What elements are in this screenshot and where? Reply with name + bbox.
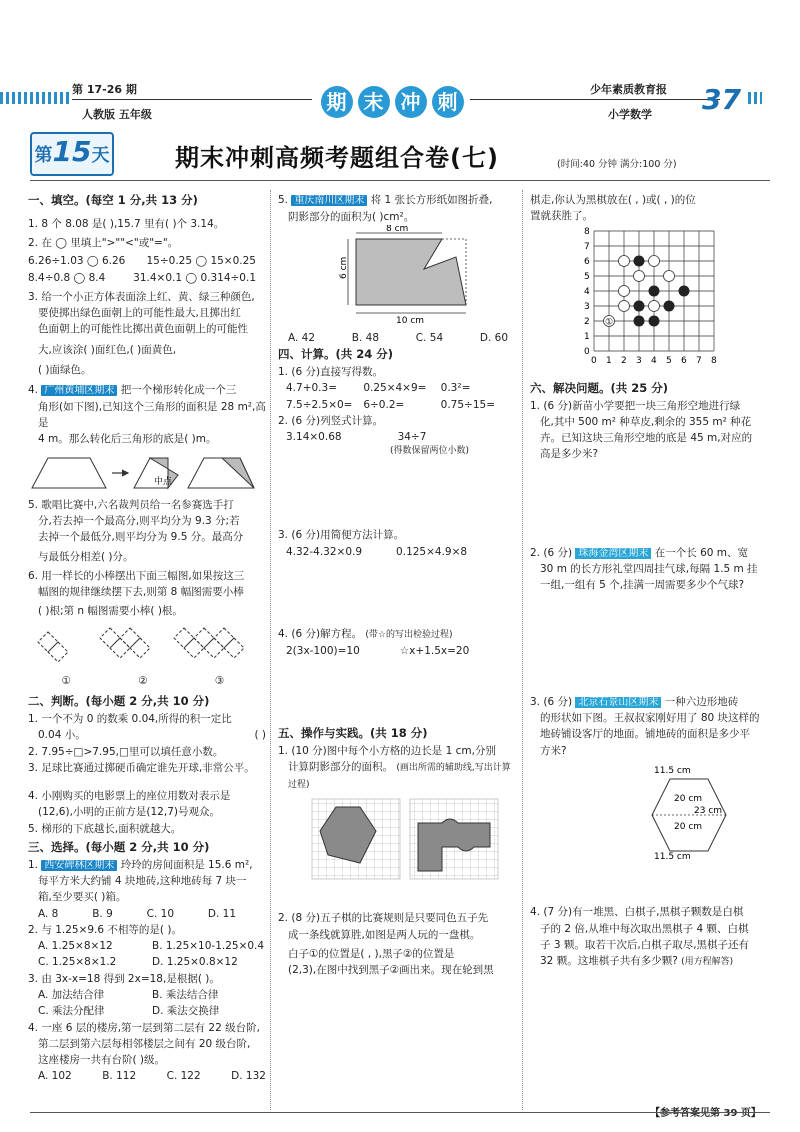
question-text: 2. (8 分)五子棋的比赛规则是只要同色五子先: [278, 912, 489, 925]
question-text: 2. (6 分): [530, 546, 573, 559]
question-text: 一组,一组有 5 个,挂满一周需要多少个气球?: [540, 579, 745, 592]
source-tag: 北京石景山区期末: [575, 697, 661, 708]
y-tick-label: 0: [584, 346, 590, 357]
question-text: 成一条线就算胜,如图是两人玩的一盘棋。: [288, 928, 481, 941]
question-text: 3. 给一个小正方体表面涂上红、黄、绿三种颜色,: [28, 290, 255, 303]
x-tick-label: 5: [666, 355, 672, 366]
option[interactable]: B. 48: [351, 332, 380, 345]
section-title: 一、填空。(每空 1 分,共 13 分): [28, 193, 198, 207]
question-text: 2. 7.95÷□>7.95,□里可以填任意小数。: [28, 745, 224, 758]
section-title: 四、计算。(共 24 分): [278, 347, 394, 362]
compare-item: 31.4×0.1 ◯ 0.314÷0.1: [133, 271, 256, 284]
header-rule-right: [470, 99, 720, 100]
source-tag: 重庆南川区期末: [291, 195, 367, 206]
footer-rule: [30, 1112, 770, 1113]
question-text: 4.: [28, 384, 39, 397]
left-column: [28, 192, 266, 1085]
question-text: 1. (10 分)图中每个小方格的边长是 1 cm,分别: [278, 744, 496, 757]
question-text: 2. (6 分)列竖式计算。: [278, 414, 384, 427]
compare-item: 8.4÷0.8 ◯ 8.4: [28, 271, 106, 284]
black-stone: [649, 315, 660, 326]
x-tick-label: 1: [606, 355, 612, 366]
dim-left: 6 cm: [339, 256, 349, 279]
figure-label: ②: [138, 674, 148, 687]
y-tick-label: 6: [584, 256, 590, 267]
right-column: [530, 192, 774, 970]
trapezoid-figure: [28, 450, 258, 492]
banner-char: 刺: [432, 86, 464, 118]
issue-label: 第 17-26 期: [72, 83, 137, 96]
hex-height-label: 20 cm: [674, 794, 703, 804]
y-tick-label: 2: [584, 316, 590, 327]
question-text: 一种六边形地砖: [664, 695, 739, 708]
day-pre: 第: [34, 145, 53, 166]
question-text: 4. (6 分)解方程。: [278, 627, 363, 640]
black-stone: [634, 300, 645, 311]
question-text: 白子①的位置是( , ),黑子②的位置是: [288, 947, 455, 960]
option[interactable]: B. 1.25×10-1.25×0.4: [152, 940, 265, 953]
source-tag: 广州黄埔区期末: [41, 385, 117, 396]
folded-paper-figure: [278, 225, 514, 325]
option[interactable]: A. 8: [38, 907, 59, 920]
subject-label: 小学数学: [608, 108, 652, 121]
option[interactable]: A. 加法结合律: [38, 989, 105, 1001]
section-title: 二、判断。(每小题 2 分,共 10 分): [28, 694, 210, 709]
question-text: 子 3 颗。取若干次后,白棋子取尽,黑棋子还有: [540, 938, 750, 951]
question-text: 卉。已知这块三角形空地的底是 45 m,对应的: [540, 432, 753, 445]
time-info: (时间:40 分钟 满分:100 分): [557, 159, 677, 170]
question-text: 阴影部分的面积为( )cm²。: [288, 210, 415, 223]
question-text: 去掉一个最低分,则平均分为 9.5 分。最高分: [38, 531, 244, 544]
question-text: 1. (6 分)新苗小学要把一块三角形空地进行绿: [530, 399, 741, 412]
white-stone: [649, 255, 660, 266]
y-tick-label: 1: [584, 331, 590, 342]
y-tick-label: 8: [584, 226, 590, 237]
x-tick-label: 2: [621, 355, 627, 366]
option[interactable]: D. 60: [479, 332, 508, 345]
answer-paren[interactable]: ( ): [254, 729, 266, 742]
paper-name: 少年素质教育报: [590, 83, 667, 96]
banner: [318, 84, 466, 120]
option[interactable]: C. 乘法分配律: [38, 1005, 105, 1018]
calc-item: ☆x+1.5x=20: [399, 644, 470, 657]
option[interactable]: B. 9: [92, 907, 113, 920]
day-badge: [30, 132, 114, 176]
question-text: 每平方米大约铺 4 块地砖,这种地砖每 7 块一: [38, 875, 247, 888]
option[interactable]: B. 乘法结合律: [152, 989, 219, 1001]
question-text: 0.04 小。: [38, 729, 86, 742]
option[interactable]: B. 112: [102, 1070, 137, 1083]
question-text: 第二层到第六层每相邻楼层之间有 20 级台阶,: [38, 1037, 251, 1050]
header-stripes: [0, 92, 70, 104]
day-post: 天: [91, 145, 110, 166]
header-rule-left: [72, 99, 312, 100]
black-stone: [634, 255, 645, 266]
white-stone: [649, 300, 660, 311]
calc-item: 2(3x-100)=10: [286, 644, 360, 657]
question-text: 方米?: [540, 744, 567, 757]
y-tick-label: 7: [584, 241, 590, 252]
section-title: 五、操作与实践。(共 18 分): [278, 726, 428, 741]
question-text: 4 m。那么转化后三角形的底是( )m。: [38, 433, 217, 446]
question-text: 大,应该涂( )面红色,( )面黄色,: [38, 343, 177, 356]
note: (带☆的写出检验过程): [365, 629, 453, 640]
x-tick-label: 7: [696, 355, 702, 366]
y-tick-label: 4: [584, 286, 590, 297]
question-text: (2,3),在图中找到黑子②画出来。现在轮到黑: [288, 964, 494, 977]
dim-top: 8 cm: [386, 224, 409, 234]
middle-column: [278, 192, 518, 978]
question-text: ( )面绿色。: [38, 363, 92, 376]
section-title: 三、选择。(每小题 2 分,共 10 分): [28, 839, 210, 854]
question-text: 4. (7 分)有一堆黑、白棋子,黑棋子颗数是白棋: [530, 906, 744, 919]
y-tick-label: 3: [584, 301, 590, 312]
option[interactable]: A. 42: [288, 332, 316, 345]
calc-item: 0.25×4×9=: [363, 382, 427, 395]
calc-item: 7.5÷2.5×0=: [286, 398, 353, 411]
question-text: 1. 一个不为 0 的数乘 0.04,所得的积一定比: [28, 712, 232, 725]
calc-item: 3.14×0.68: [286, 431, 342, 444]
white-stone: [634, 270, 645, 281]
black-stone: [679, 285, 690, 296]
x-tick-label: 8: [711, 355, 717, 366]
question-text: 6. 用一样长的小棒摆出下面三幅图,如果按这三: [28, 569, 245, 582]
question-text: 把一个梯形转化成一个三: [120, 384, 237, 397]
hex-height2-label: 20 cm: [674, 822, 703, 832]
question-text: 高是多少米?: [540, 448, 599, 461]
hex-mid-label: 23 cm: [694, 806, 723, 816]
question-text: 将 1 张长方形纸如图折叠,: [370, 194, 493, 206]
question-text: 色面朝上的可能性比掷出黄色面朝上的可能性: [38, 323, 248, 336]
question-text: 子的 2 倍,从堆中每次取出黑棋子 4 颗、白棋: [540, 922, 749, 935]
question-text: 3. 由 3x-x=18 得到 2x=18,是根据( )。: [28, 972, 220, 985]
stone-1-label: ①: [605, 317, 614, 328]
question-text: 3. 足球比赛通过掷硬币确定谁先开球,非常公平。: [28, 761, 255, 774]
day-num: 15: [52, 135, 92, 168]
question-text: 的形状如下图。王叔叔家刚好用了 80 块这样的: [540, 712, 760, 725]
note: (画出所需的辅助线,写出计算过程): [288, 763, 511, 791]
question-text: 幅图的规律继续摆下去,则第 8 幅图需要小棒: [38, 586, 244, 599]
stick-pattern-figure: [28, 622, 258, 674]
white-stone: [664, 270, 675, 281]
note: (得数保留两位小数): [390, 446, 470, 457]
option[interactable]: D. 132: [231, 1070, 266, 1083]
page-number: 37: [702, 83, 741, 116]
question-text: 1. (6 分)直接写得数。: [278, 366, 384, 379]
question-text: 2. 与 1.25×9.6 不相等的是( )。: [28, 923, 182, 936]
note: (用方程解答): [681, 957, 734, 968]
source-tag: 西安碑林区期末: [41, 860, 117, 871]
question-text: 3. (6 分)用简便方法计算。: [278, 529, 405, 542]
calc-item: 4.32-4.32×0.9: [286, 545, 363, 558]
question-text: 要使掷出绿色面朝上的可能性最大,且掷出红: [38, 307, 241, 320]
option[interactable]: A. 1.25×8×12: [38, 940, 113, 953]
hexagon-figure: [530, 763, 770, 859]
option[interactable]: C. 1.25×8×1.2: [38, 956, 117, 969]
black-stone: [634, 315, 645, 326]
question-text: 1. 8 个 8.08 是( ),15.7 里有( )个 3.14。: [28, 217, 225, 230]
question-text: 5. 歌唱比赛中,六名裁判员给一名参赛选手打: [28, 498, 234, 511]
x-tick-label: 4: [651, 355, 657, 366]
question-text: 棋走,你认为黑棋放在( , )或( , )的位: [530, 194, 696, 206]
white-stone: [619, 285, 630, 296]
x-tick-label: 3: [636, 355, 642, 366]
question-text: 32 颗。这堆棋子共有多少颗?: [540, 955, 678, 968]
figure-label: ③: [214, 674, 225, 687]
question-text: 置就获胜了。: [530, 210, 593, 223]
question-text: 5. 梯形的下底越长,面积就越大。: [28, 822, 182, 835]
compare-item: 15÷0.25 ◯ 15×0.25: [146, 255, 256, 268]
question-text: 4. 小刚购买的电影票上的座位用数对表示是: [28, 790, 231, 803]
compare-item: 6.26÷1.03 ◯ 6.26: [28, 255, 126, 268]
section-title: 六、解决问题。(共 25 分): [530, 380, 669, 395]
calc-item: 6÷0.2=: [363, 398, 405, 411]
dim-bottom: 10 cm: [396, 315, 425, 325]
calc-item: 0.3²=: [440, 382, 471, 395]
answer-reference: 【参考答案见第 39 页】: [650, 1108, 761, 1119]
option[interactable]: D. 1.25×0.8×12: [152, 956, 238, 969]
option[interactable]: A. 102: [38, 1070, 72, 1083]
question-text: 与最低分相差( )分。: [38, 550, 134, 563]
question-text: ( )根;第 n 幅图需要小棒( )根。: [38, 605, 183, 618]
black-stone: [649, 285, 660, 296]
midpoint-label: 中点: [154, 476, 173, 487]
question-text: 箱,至少要买( )箱。: [38, 891, 127, 904]
grid-area-figure: [278, 795, 514, 883]
option[interactable]: D. 乘法交换律: [152, 1005, 220, 1018]
figure-label: ①: [61, 674, 72, 687]
question-text: 4. 一座 6 层的楼房,第一层到第二层有 22 级台阶,: [28, 1021, 260, 1034]
option[interactable]: D. 11: [207, 907, 236, 920]
edition-label: 人教版 五年级: [82, 108, 152, 121]
white-stone: [619, 300, 630, 311]
calc-item: 34÷7: [397, 431, 427, 444]
gobang-board: [576, 225, 776, 375]
column-divider: [270, 190, 271, 1110]
question-text: 5.: [278, 194, 289, 206]
page-title: 期末冲刺高频考题组合卷(七): [175, 144, 499, 172]
y-tick-label: 5: [584, 271, 590, 282]
question-text: 角形(如下图),已知这个三角形的面积是 28 m²,高是: [38, 400, 266, 429]
question-text: 计算阴影部分的面积。: [288, 761, 393, 774]
column-divider: [522, 190, 523, 1110]
question-text: 这座楼房一共有台阶( )级。: [38, 1054, 166, 1067]
source-tag: 珠海金湾区期末: [575, 548, 651, 559]
question-text: 3. (6 分): [530, 695, 573, 708]
calc-item: 4.7+0.3=: [286, 382, 337, 395]
x-tick-label: 0: [591, 355, 597, 366]
white-stone: [619, 255, 630, 266]
option[interactable]: C. 122: [166, 1070, 201, 1083]
question-text: 分,若去掉一个最高分,则平均分为 9.3 分;若: [38, 515, 240, 528]
banner-char: 期: [321, 86, 353, 118]
question-text: 2. 在 ◯ 里填上">""<"或"="。: [28, 237, 179, 250]
hex-bottom-label: 11.5 cm: [654, 852, 691, 859]
question-text: 化,其中 500 m² 种草皮,剩余的 355 m² 种花: [540, 415, 752, 428]
hex-top-label: 11.5 cm: [654, 766, 691, 776]
question-text: 1.: [28, 858, 39, 871]
banner-char: 末: [358, 86, 390, 118]
option[interactable]: C. 10: [146, 907, 175, 920]
question-text: 玲玲的房间面积是 15.6 m²,: [120, 858, 253, 871]
option[interactable]: C. 54: [415, 332, 444, 345]
question-text: 在一个长 60 m、宽: [654, 546, 749, 559]
calc-item: 0.75÷15=: [440, 398, 495, 411]
banner-char: 冲: [395, 86, 427, 118]
black-stone: [664, 300, 675, 311]
header-stripes-right: [748, 92, 762, 104]
x-tick-label: 6: [681, 355, 687, 366]
question-text: (12,6),小明的正前方是(12,7)号观众。: [38, 806, 220, 819]
calc-item: 0.125×4.9×8: [396, 545, 468, 558]
question-text: 地砖铺设客厅的地面。铺地砖的面积是多少平: [540, 728, 750, 741]
title-rule: [30, 180, 770, 181]
question-text: 30 m 的长方形礼堂四周挂气球,每隔 1.5 m 挂: [540, 563, 758, 576]
